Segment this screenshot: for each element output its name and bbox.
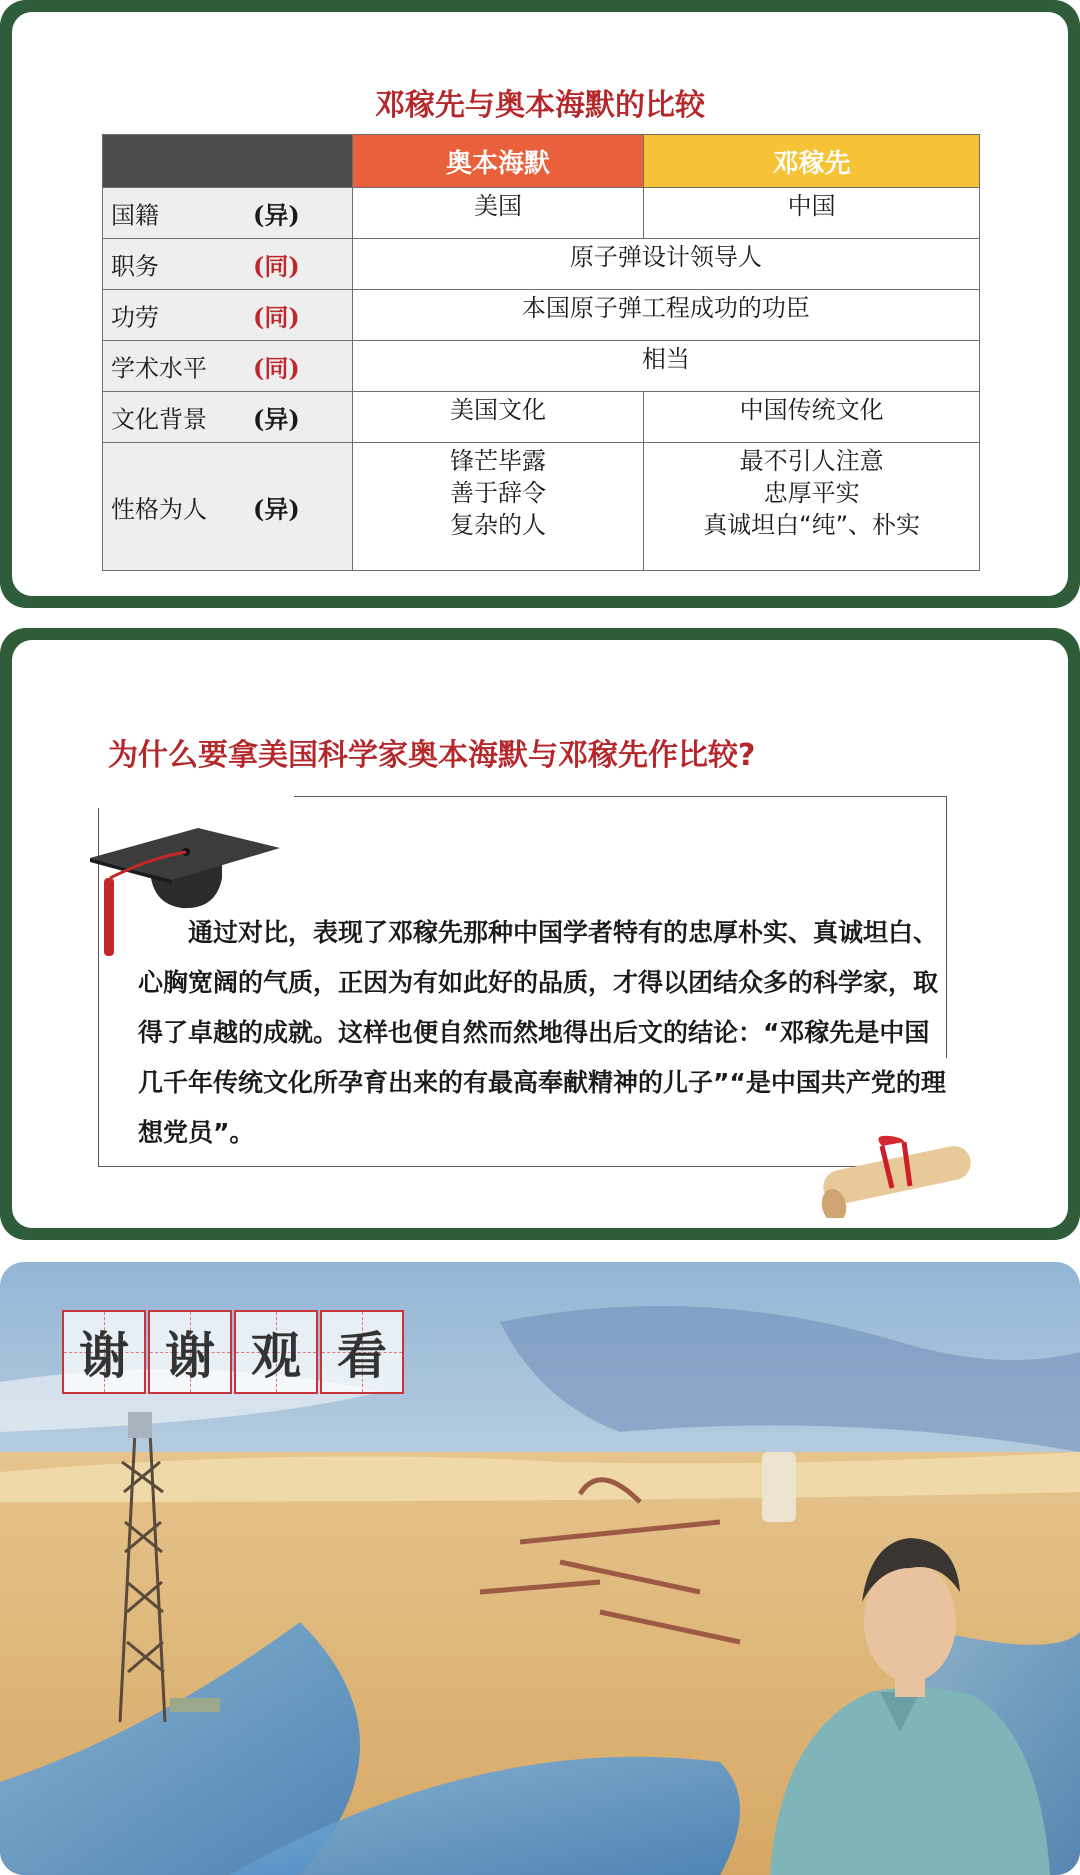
comparison-panel-inner bbox=[12, 12, 1068, 596]
table-cell: 美国文化 bbox=[352, 392, 644, 443]
table-row bbox=[103, 290, 980, 341]
thanks-char: 谢 bbox=[165, 1326, 215, 1385]
header-deng: 邓稼先 bbox=[644, 135, 980, 188]
same-mark: (同) bbox=[253, 251, 300, 281]
thanks-grid bbox=[62, 1310, 404, 1394]
same-mark: (同) bbox=[253, 353, 300, 383]
table-cell bbox=[352, 443, 644, 571]
trait-line: 锋芒毕露 bbox=[449, 447, 546, 475]
thanks-char-cell bbox=[234, 1310, 318, 1394]
table-row bbox=[103, 239, 980, 290]
row-label-text: 文化背景 bbox=[111, 405, 207, 434]
row-label-text: 学术水平 bbox=[111, 354, 207, 383]
thanks-char: 看 bbox=[337, 1326, 387, 1385]
scroll-icon bbox=[812, 1128, 982, 1218]
merged-cell: 相当 bbox=[352, 341, 979, 392]
answer-text: 通过对比，表现了邓稼先那种中国学者特有的忠厚朴实、真诚坦白、心胸宽阔的气质，正因为有如此好的品质，才得以团结众多的科学家，取得了卓越的成就。这样也便自然而然地得出后文的结论：“邓稼先是中国几千年传统文化所孕育出来的有最高奉献精神的儿子”“是中国共产党的理想党员”。 bbox=[138, 918, 946, 1147]
merged-cell: 本国原子弹工程成功的功臣 bbox=[352, 290, 979, 341]
question-title: 为什么要拿美国科学家奥本海默与邓稼先作比较? bbox=[108, 738, 756, 773]
table-cell: 美国 bbox=[352, 188, 644, 239]
comparison-table bbox=[102, 134, 980, 571]
table-cell bbox=[644, 443, 980, 571]
comparison-panel bbox=[0, 0, 1080, 608]
trait-line: 真诚坦白“纯”、朴实 bbox=[703, 511, 921, 539]
thanks-char: 观 bbox=[251, 1326, 301, 1385]
note-frame-right bbox=[946, 796, 947, 1058]
trait-line: 善于辞令 bbox=[449, 479, 546, 507]
table-cell: 中国传统文化 bbox=[644, 392, 980, 443]
table-header-row bbox=[103, 135, 980, 188]
table-row bbox=[103, 443, 980, 571]
table-row bbox=[103, 392, 980, 443]
thanks-char-cell bbox=[148, 1310, 232, 1394]
table-cell: 中国 bbox=[644, 188, 980, 239]
header-oppenheimer: 奥本海默 bbox=[352, 135, 644, 188]
row-label bbox=[103, 188, 353, 239]
thanks-char-cell bbox=[62, 1310, 146, 1394]
diff-mark: (异) bbox=[253, 494, 300, 523]
note-frame-top bbox=[294, 796, 946, 797]
merged-cell: 原子弹设计领导人 bbox=[352, 239, 979, 290]
row-label bbox=[103, 239, 353, 290]
question-panel bbox=[0, 628, 1080, 1240]
row-label-text: 职务 bbox=[111, 252, 159, 281]
thanks-char-cell bbox=[320, 1310, 404, 1394]
row-label bbox=[103, 392, 353, 443]
thanks-illustration bbox=[0, 1262, 1080, 1875]
header-corner bbox=[103, 135, 353, 188]
row-label bbox=[103, 341, 353, 392]
thanks-char: 谢 bbox=[79, 1326, 129, 1385]
row-label-text: 功劳 bbox=[111, 303, 159, 332]
trait-line: 忠厚平实 bbox=[763, 479, 860, 507]
trait-line: 最不引人注意 bbox=[739, 447, 884, 475]
diff-mark: (异) bbox=[253, 404, 300, 434]
comparison-title: 邓稼先与奥本海默的比较 bbox=[375, 88, 705, 123]
trait-line: 复杂的人 bbox=[449, 511, 546, 539]
same-mark: (同) bbox=[253, 302, 300, 332]
row-label bbox=[103, 443, 353, 571]
row-label-text: 性格为人 bbox=[111, 495, 207, 523]
table-row bbox=[103, 341, 980, 392]
table-row bbox=[103, 188, 980, 239]
question-panel-inner bbox=[12, 640, 1068, 1228]
row-label bbox=[103, 290, 353, 341]
row-label-text: 国籍 bbox=[111, 201, 159, 230]
diff-mark: (异) bbox=[253, 200, 300, 230]
